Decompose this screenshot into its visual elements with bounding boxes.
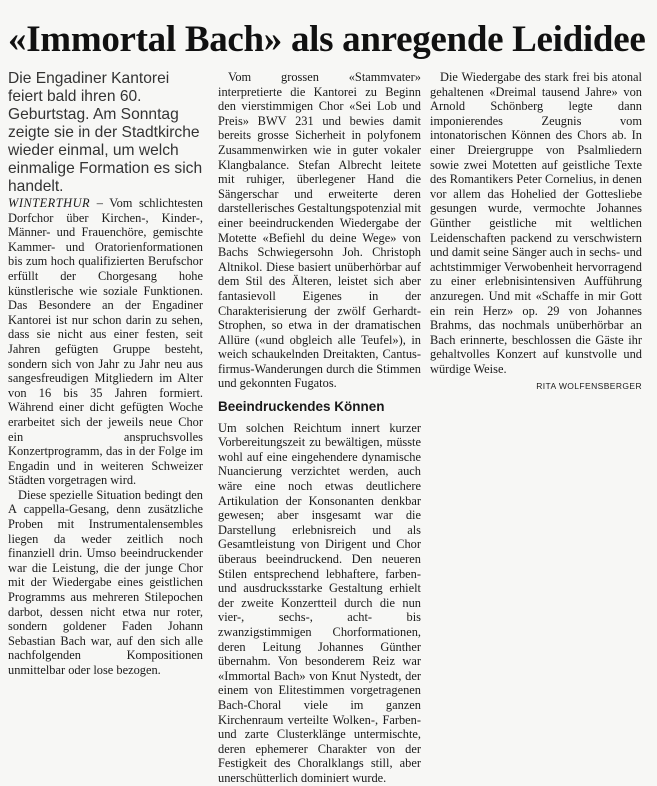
article-headline: «Immortal Bach» als anregende Leididee <box>8 19 646 60</box>
article-dateline: WINTERTHUR <box>8 196 91 210</box>
article-byline: RITA WOLFENSBERGER <box>536 381 642 392</box>
article-paragraph-4: Um solchen Reichtum innert kurzer Vorbereitungszeit zu bewältigen, müsste wohl auf eine eingehendere dynamische Nuancierung verzichtet werden, auch wäre eine noch etwas deutlichere Artikulation der Konsonanten denkbar gewesen; aber insgesamt war die Darstellung erlebnisreich und als Gesamtleistung von Dirigent und Chor überaus beeindruckend. Den neueren Stilen entsprechend lebhaftere, farben- und ausdrucksstarke Gestaltung erhielt der zweite Konzertteil durch die nun vier-, sechs-, acht- bis zwanzigstimmigen Chorformationen, deren Leitung Johannes Günther übernahm. Von besonderem Reiz war «Immortal Bach» von Knut Nystedt, der einem von Elitestimmen vorgetragenen Bach-Choral viele im ganzen Kirchenraum verteilte Wolken-, Farben- und zarte Clusterklänge untermischte, deren ephemerer Charakter von der Festigkeit des Choralklangs still, aber unerschütterlich dominiert wurde. <box>218 420 421 785</box>
article-paragraph-2-text: Diese spezielle Situation bedingt den A cappella-Gesang, denn zusätzliche Proben mit Instrumentalensembles liegen da weder zeitlich noch finanziell drin. Umso beeindruckender war die Leistung, die der junge Chor mit der Wiedergabe eines geistlichen Programms aus mehreren Stilepochen darbot, dessen nicht etwa nur roter, sondern goldener Faden Johann Sebastian Bach war, auf den sich alle nachfolgenden Kompositionen unmittelbar oder lose bezogen. <box>8 487 203 677</box>
article-paragraph-1-text: – Vom schlichtesten Dorfchor über Kirchen-, Kinder-, Männer- und Frauenchöre, gemischte Kammer- und Oratorienformationen bis zum hoch qualifizierten Berufschor erfüllt der Chorgesang hohe künstlerische wie soziale Funktionen. Das Besondere an der Engadiner Kantorei ist nur schon darin zu sehen, dass sie nicht aus einer festen, seit Jahren gefügten Gruppe besteht, sondern sich von Jahr zu Jahr neu aus sangesfreudigen Mitgliedern im Alter von 16 bis 35 Jahren formiert. Während einer dicht gefügten Woche erarbeitet sich der jeweils neue Chor ein anspruchsvolles Konzertprogramm, das in der Folge im Engadin und in weiteren Schweizer Städten vorgetragen wird. <box>8 196 203 488</box>
article-subhead: Beeindruckendes Können <box>218 399 385 415</box>
article-paragraph-5: Die Wiedergabe des stark frei bis atonal gehaltenen «Dreimal tausend Jahre» von Arnold Schönberg legte dann imponierendes Zeugnis vom intonatorischen Können des Chors ab. In einer Dreiergruppe von Psalmliedern sowie zwei Motetten auf geistliche Texte des Romantikers Peter Cornelius, in denen vor allem das Hohelied der Gottesliebe gesungen wurde, vermochte Johannes Günther geistliche mit weltlichen Leidenschaften packend zu verschwistern und damit seine Sänger auch in sechs- und achtstimmiger Verwobenheit hervorragend zu einer erlebnisintensiven Aufführung anzuregen. Und mit «Schaffe in mir Gott ein rein Herz» op. 29 von Johannes Brahms, das nochmals unüberhörbar an Bach erinnerte, beschlossen die Gäste ihr gehaltvolles Konzert auf kunstvolle und würdige Weise. <box>430 70 642 376</box>
article-column-3 <box>430 70 642 394</box>
article-paragraph-1 <box>8 196 203 488</box>
article-column-2 <box>218 70 421 786</box>
article-lead: Die Engadiner Kantorei feiert bald ihren 60. Geburtstag. Am Sonntag zeigte sie in der Stadtkirche wieder einmal, um welch einmalige Formation es sich handelt. <box>8 70 203 195</box>
article-paragraph-3: Vom grossen «Stammvater» interpretierte die Kantorei zu Beginn den vierstimmigen Chor «Sei Lob und Preis» BWV 231 und bewies damit bereits grosse Sicherheit in polyfonem Zusammenwirken wie in guter vokaler Klangbalance. Stefan Albrecht leitete mit ruhiger, überlegener Hand die Sängerschar und erweiterte deren darstellerisches Gestaltungspotenzial mit einer beeindruckenden Wiedergabe der Motette «Befiehl du deine Wege» von Bachs Schwiegersohn Joh. Christoph Altnikol. Diese basiert unüberhörbar auf dem Stil des Älteren, leistet sich aber fantasievoll Eigenes in der Charakterisierung der zwölf Gerhardt-Strophen, so etwa in der dramatischen Allüre («und obgleich alle Teufel»), in weich schaukelnden Dreitakten, Cantus-firmus-Wanderungen durch die Stimmen und gekonnten Fugatos. <box>218 70 422 391</box>
article-column-1 <box>8 70 203 678</box>
article-paragraph-2 <box>8 488 203 678</box>
